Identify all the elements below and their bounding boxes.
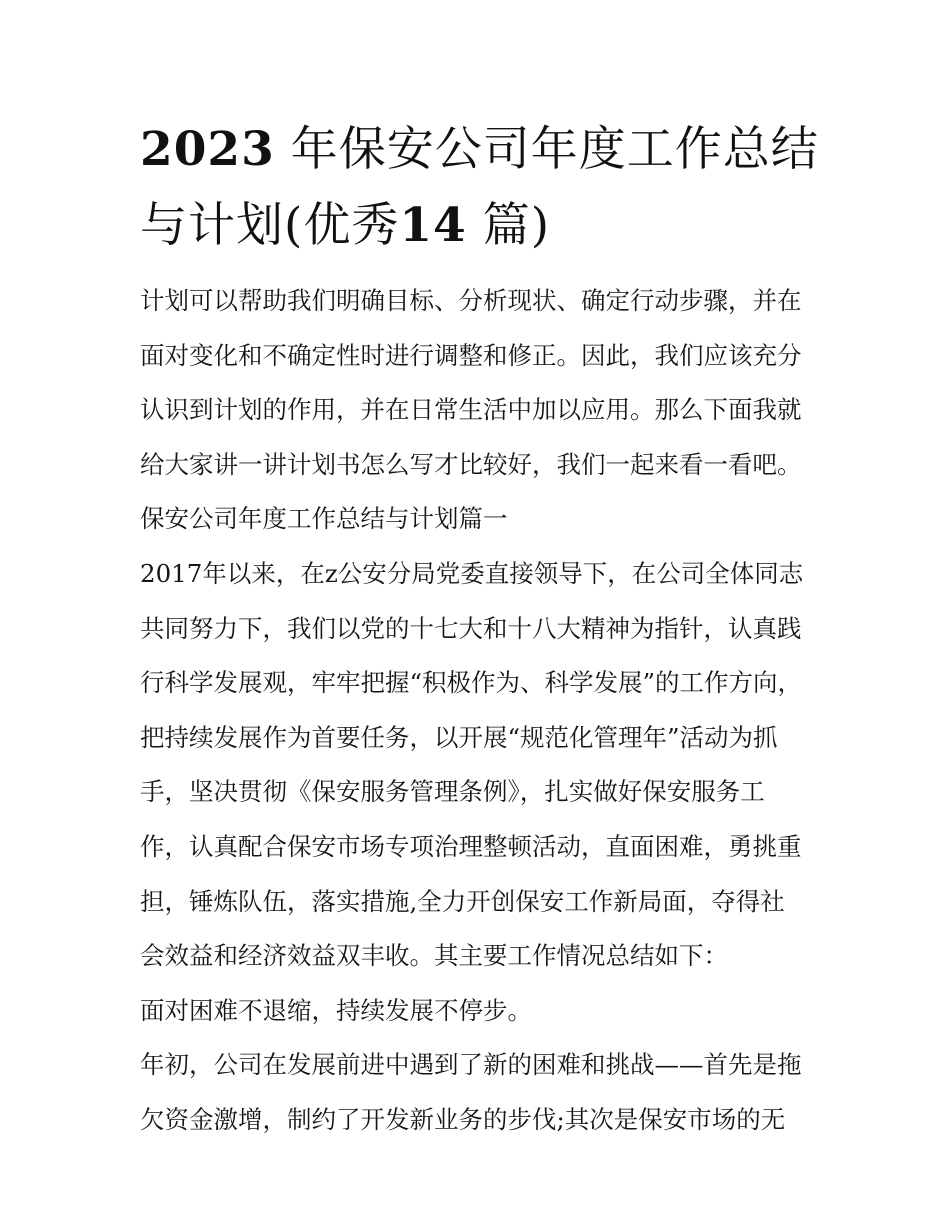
body-line: 把持续发展作为首要任务，以开展“规范化管理年”活动为抓 [140, 722, 778, 752]
body-line: 认识到计划的作用，并在日常生活中加以应用。那么下面我就 [140, 395, 802, 425]
body-line: 年初，公司在发展前进中遇到了新的困难和挑战——首先是拖 [140, 1050, 802, 1080]
title-part-3: 篇) [482, 198, 551, 253]
body-line: 欠资金激增，制约了开发新业务的步伐;其次是保安市场的无 [140, 1104, 786, 1134]
body-line: 面对困难不退缩，持续发展不停步。 [140, 995, 532, 1025]
title-part-1: 年保安公司年度工作总结 [290, 122, 819, 177]
body-line: 作，认真配合保安市场专项治理整顿活动，直面困难，勇挑重 [140, 831, 802, 861]
body-line: 手，坚决贯彻《保安服务管理条例》，扎实做好保安服务工 [140, 777, 765, 807]
title-year: 2023 [140, 122, 275, 177]
body-line: 行科学发展观，牢牢把握“积极作为、科学发展”的工作方向， [140, 668, 803, 698]
document-title [140, 112, 820, 264]
body-line: 给大家讲一讲计划书怎么写才比较好，我们一起来看一看吧。 [140, 449, 802, 479]
body-line: 会效益和经济效益双丰收。其主要工作情况总结如下： [140, 941, 728, 971]
section-heading: 保安公司年度工作总结与计划篇一 [140, 504, 508, 534]
body-line: 面对变化和不确定性时进行调整和修正。因此，我们应该充分 [140, 340, 802, 370]
body-line: 共同努力下，我们以党的十七大和十八大精神为指针，认真践 [140, 613, 802, 643]
body-line: 2017年以来，在z公安分局党委直接领导下，在公司全体同志 [140, 558, 804, 588]
body-line: 担，锤炼队伍，落实措施,全力开创保安工作新局面，夺得社 [140, 886, 785, 916]
title-count: 14 [399, 198, 467, 253]
body-line: 计划可以帮助我们明确目标、分析现状、确定行动步骤，并在 [140, 286, 802, 315]
title-part-2: 与计划(优秀 [140, 198, 400, 253]
document-body [140, 282, 820, 1156]
